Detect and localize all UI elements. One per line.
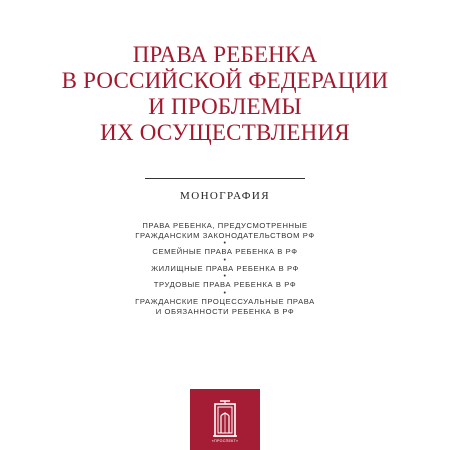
book-genre: МОНОГРАФИЯ [180,190,270,202]
building-emblem-icon [212,398,238,442]
bullet-separator: • [223,289,227,297]
bullet-separator: • [223,273,227,281]
book-title [40,42,410,146]
topic-3-line-1: ЖИЛИЩНЫЕ ПРАВА РЕБЕНКА В РФ [151,263,299,273]
title-line-4: ИХ ОСУЩЕСТВЛЕНИЯ [100,120,350,145]
topic-2-line-1: СЕМЕЙНЫЕ ПРАВА РЕБЕНКА В РФ [152,247,298,257]
bullet-separator: • [223,240,227,248]
title-divider [145,178,305,179]
topic-5-line-2: И ОБЯЗАННОСТИ РЕБЕНКА В РФ [155,306,295,316]
title-line-3: И ПРОБЛЕМЫ [148,94,302,119]
title-line-2: В РОССИЙСКОЙ ФЕДЕРАЦИИ [61,68,389,93]
title-line-1: ПРАВА РЕБЕНКА [132,42,318,67]
topic-4-line-1: ТРУДОВЫЕ ПРАВА РЕБЕНКА В РФ [153,280,297,290]
topic-5-line-1: ГРАЖДАНСКИЕ ПРОЦЕССУАЛЬНЫЕ ПРАВА [135,296,315,306]
topics-list [60,221,390,316]
topic-1-line-1: ПРАВА РЕБЕНКА, ПРЕДУСМОТРЕННЫЕ [142,221,308,230]
publisher-name: «ПРОСПЕКТ» [211,439,239,443]
bullet-separator: • [223,256,227,264]
topic-1-line-2: ГРАЖДАНСКИМ ЗАКОНОДАТЕЛЬСТВОМ РФ [135,230,315,240]
publisher-logo-block [190,389,260,450]
